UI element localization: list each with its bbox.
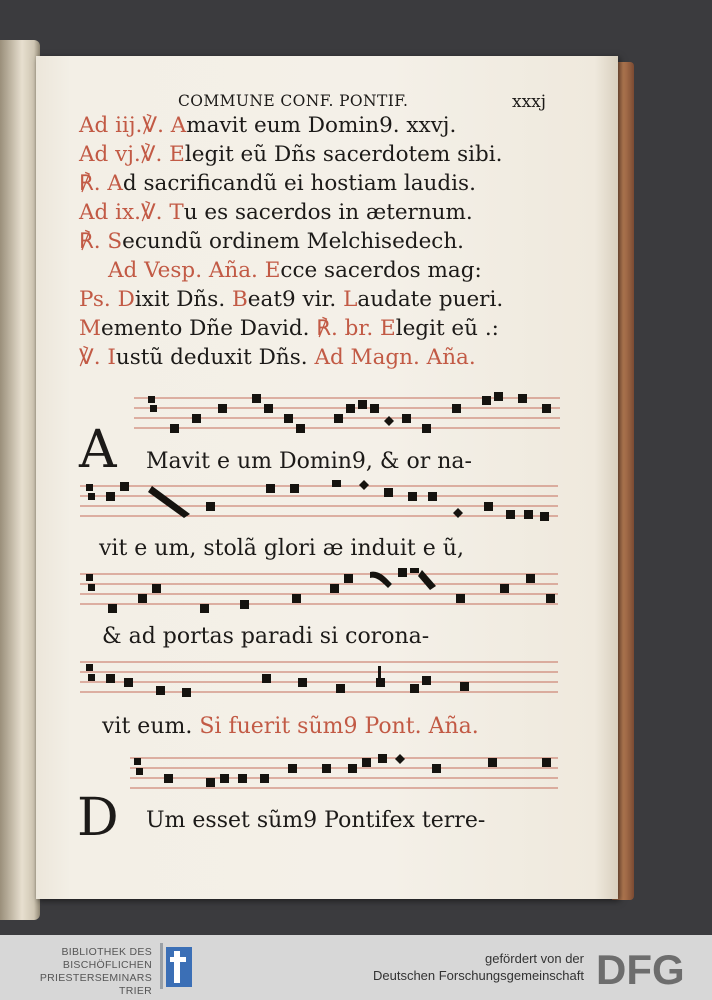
chant-initial-a: A: [79, 420, 117, 480]
rubric-text: M: [79, 316, 102, 341]
text-line-1: [79, 112, 456, 140]
chant-lyric-line-2: vit e um, stolã glori æ induit e ũ,: [99, 536, 464, 561]
music-staff-3: [80, 568, 558, 618]
text-line-4: [79, 199, 473, 227]
rubric-text: Ad iij.℣. A: [79, 113, 187, 138]
text-line-7: [79, 286, 503, 314]
music-staff-5: [130, 752, 558, 802]
text-line-2: [79, 141, 502, 169]
music-staff-2: [80, 480, 558, 530]
lyric-4-rubric: Si fuerit sũm9 Pont. Aña.: [199, 714, 479, 739]
rubric-text: L: [343, 287, 358, 312]
library-name-line-1: BIBLIOTHEK DES: [61, 946, 152, 958]
staff-lines: [80, 662, 558, 692]
svg-text:DFG: DFG: [596, 946, 685, 990]
funder-line-1: gefördert von der: [484, 951, 584, 966]
rubric-text: Ad ix.℣. T: [79, 200, 184, 225]
funder-line-2: Deutschen Forschungsgemeinschaft: [372, 968, 584, 983]
neumes: [86, 568, 555, 613]
body-text: d sacrificandũ ei hostiam laudis.: [122, 171, 476, 196]
text-line-8: [79, 315, 499, 343]
staff-lines: [80, 574, 558, 604]
library-logo-icon: [160, 941, 192, 991]
library-name-line-3: PRIESTERSEMINARS TRIER: [39, 972, 152, 997]
lyric-4-text: vit eum.: [102, 714, 200, 739]
text-line-6: [108, 257, 482, 285]
body-text: eat9 vir.: [247, 287, 344, 312]
body-text: ecundũ ordinem Melchisedech.: [122, 229, 465, 254]
text-line-3: [79, 170, 476, 198]
funder-text: [348, 950, 584, 984]
rubric-text: Ad vj.℣. E: [79, 142, 185, 167]
rubric-text: Ad Magn. Aña.: [314, 345, 476, 370]
chant-lyric-line-5: Um esset sũm9 Pontifex terre-: [146, 808, 486, 833]
library-name-line-2: BISCHÖFLICHEN: [62, 959, 152, 971]
rubric-text: B: [231, 287, 248, 312]
body-text: legit eũ Dñs sacerdotem sibi.: [184, 142, 503, 167]
chant-lyric-line-1: Mavit e um Domin9, & or na-: [146, 449, 472, 474]
rubric-text: Ps. D: [79, 287, 135, 312]
text-line-5: [79, 228, 464, 256]
body-text: audate pueri.: [357, 287, 504, 312]
rubric-text: ℟. S: [79, 229, 123, 254]
body-text: legit eũ .:: [395, 316, 499, 341]
body-text: ixit Dñs.: [134, 287, 232, 312]
rubric-text: ℟. br. E: [316, 316, 396, 341]
body-text: u es sacerdos in æternum.: [183, 200, 473, 225]
text-line-9: [79, 344, 476, 372]
folio-number: xxxj: [512, 92, 547, 112]
music-staff-4: [80, 656, 558, 706]
neumes: [134, 754, 551, 787]
chant-initial-d: D: [77, 788, 119, 848]
dfg-logo-icon: [594, 946, 704, 990]
chant-lyric-line-4: [102, 714, 479, 739]
body-text: ustũ deduxit Dñs.: [115, 345, 315, 370]
body-text: emento Dñe David.: [101, 316, 317, 341]
rubric-text: ℟. A: [79, 171, 123, 196]
running-head: COMMUNE CONF. PONTIF.: [178, 92, 409, 110]
body-text: mavit eum Domin9. xxvj.: [186, 113, 457, 138]
rubric-text: ℣. I: [79, 345, 116, 370]
chant-lyric-line-3: & ad portas paradi si corona-: [102, 624, 430, 649]
rubric-text: Ad Vesp. Aña. E: [108, 258, 281, 283]
left-page-edge: [0, 40, 40, 920]
body-text: cce sacerdos mag:: [280, 258, 482, 283]
library-name: [12, 946, 152, 998]
music-staff-1: [134, 392, 560, 442]
